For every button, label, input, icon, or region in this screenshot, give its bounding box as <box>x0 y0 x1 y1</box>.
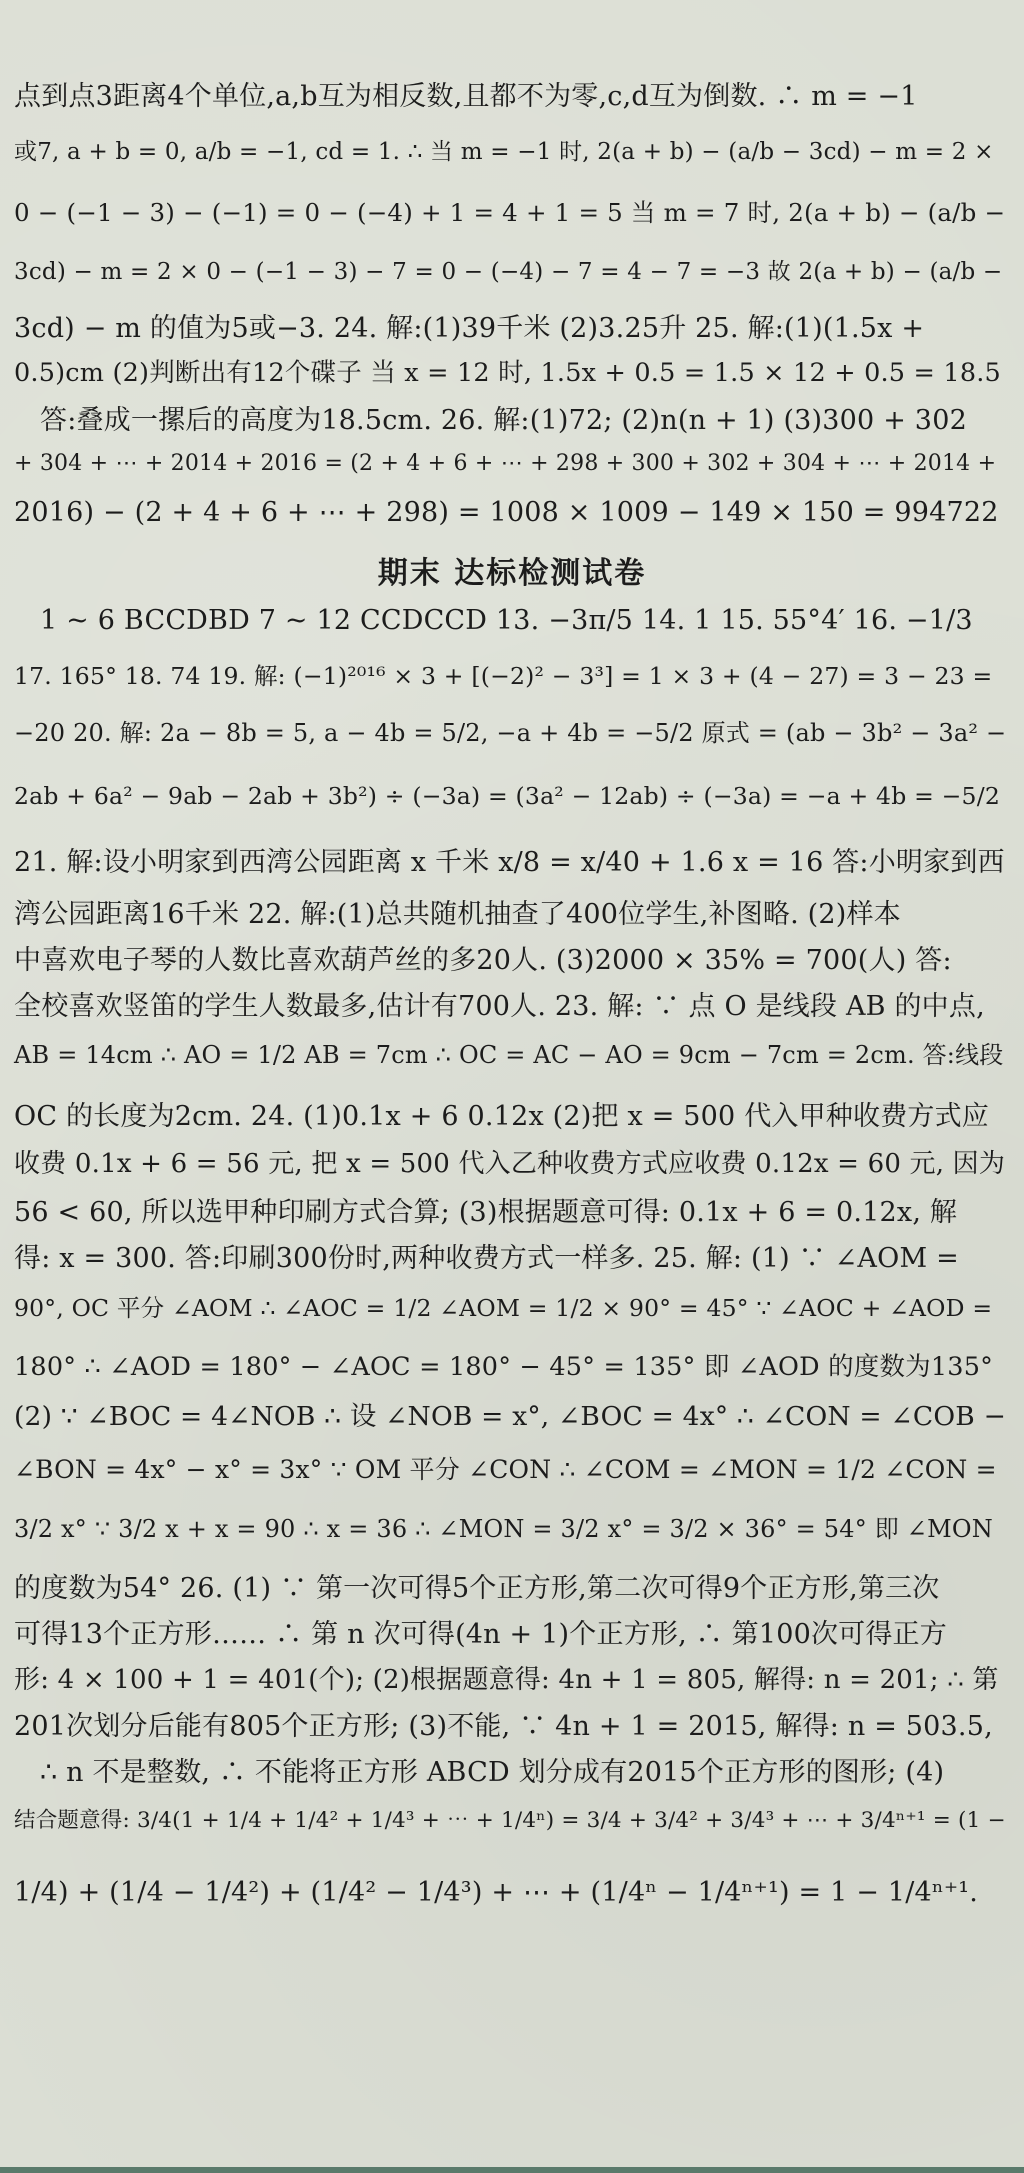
text-line: 90°, OC 平分 ∠AOM ∴ ∠AOC = 1/2 ∠AOM = 1/2 × 90° = 45° ∵ ∠AOC + ∠AOD = <box>14 1294 993 1322</box>
text-line: 3/2 x° ∵ 3/2 x + x = 90 ∴ x = 36 ∴ ∠MON = 3/2 x° = 3/2 × 36° = 54° 即 ∠MON <box>14 1515 993 1543</box>
text-line: 2ab + 6a² − 9ab − 2ab + 3b²) ÷ (−3a) = (3a² − 12ab) ÷ (−3a) = −a + 4b = −5/2 <box>14 782 1000 810</box>
bottom-border <box>0 2167 1024 2173</box>
text-line: 1/4) + (1/4 − 1/4²) + (1/4² − 1/4³) + ⋯ + (1/4ⁿ − 1/4ⁿ⁺¹) = 1 − 1/4ⁿ⁺¹. <box>14 1877 979 1908</box>
text-line: 0 − (−1 − 3) − (−1) = 0 − (−4) + 1 = 4 + 1 = 5 当 m = 7 时, 2(a + b) − (a/b − <box>14 198 1006 227</box>
text-line: 得: x = 300. 答:印刷300份时,两种收费方式一样多. 25. 解: (1) ∵ ∠AOM = <box>14 1243 959 1274</box>
text-line: 56 < 60, 所以选甲种印刷方式合算; (3)根据题意可得: 0.1x + 6 = 0.12x, 解 <box>14 1197 958 1228</box>
text-line: OC 的长度为2cm. 24. (1)0.1x + 6 0.12x (2)把 x = 500 代入甲种收费方式应 <box>14 1101 990 1132</box>
text-line: −20 20. 解: 2a − 8b = 5, a − 4b = 5/2, −a + 4b = −5/2 原式 = (ab − 3b² − 3a² − <box>14 719 1007 747</box>
text-line: 收费 0.1x + 6 = 56 元, 把 x = 500 代入乙种收费方式应收费 0.12x = 60 元, 因为 <box>14 1149 1006 1179</box>
text-line: ∠BON = 4x° − x° = 3x° ∵ OM 平分 ∠CON ∴ ∠COM = ∠MON = 1/2 ∠CON = <box>14 1455 997 1484</box>
text-line: 3cd) − m 的值为5或−3. 24. 解:(1)39千米 (2)3.25升 25. 解:(1)(1.5x + <box>14 313 925 344</box>
text-line: 的度数为54° 26. (1) ∵ 第一次可得5个正方形,第二次可得9个正方形,第三次 <box>14 1573 940 1604</box>
text-line: 17. 165° 18. 74 19. 解: (−1)²⁰¹⁶ × 3 + [(−2)² − 3³] = 1 × 3 + (4 − 27) = 3 − 23 = <box>14 662 993 690</box>
text-line: ∴ n 不是整数, ∴ 不能将正方形 ABCD 划分成有2015个正方形的图形; (4) <box>40 1757 945 1788</box>
text-line: 点到点3距离4个单位,a,b互为相反数,且都不为零,c,d互为倒数. ∴ m = −1 <box>14 81 918 112</box>
text-line: 全校喜欢竖笛的学生人数最多,估计有700人. 23. 解: ∵ 点 O 是线段 AB 的中点, <box>14 991 985 1022</box>
text-line: 形: 4 × 100 + 1 = 401(个); (2)根据题意得: 4n + 1 = 805, 解得: n = 201; ∴ 第 <box>14 1665 999 1695</box>
text-line: 180° ∴ ∠AOD = 180° − ∠AOC = 180° − 45° = 135° 即 ∠AOD 的度数为135° <box>14 1352 994 1382</box>
text-line: 21. 解:设小明家到西湾公园距离 x 千米 x/8 = x/40 + 1.6 x = 16 答:小明家到西 <box>14 847 1005 878</box>
text-line: + 304 + ⋯ + 2014 + 2016 = (2 + 4 + 6 + ⋯ + 298 + 300 + 302 + 304 + ⋯ + 2014 + <box>14 451 997 476</box>
text-line: 湾公园距离16千米 22. 解:(1)总共随机抽查了400位学生,补图略. (2)样本 <box>14 899 901 930</box>
text-line: 201次划分后能有805个正方形; (3)不能, ∵ 4n + 1 = 2015, 解得: n = 503.5, <box>14 1711 993 1742</box>
text-line: 3cd) − m = 2 × 0 − (−1 − 3) − 7 = 0 − (−4) − 7 = 4 − 7 = −3 故 2(a + b) − (a/b − <box>14 259 1003 285</box>
text-line: 中喜欢电子琴的人数比喜欢葫芦丝的多20人. (3)2000 × 35% = 700(人) 答: <box>14 945 952 976</box>
text-line: 2016) − (2 + 4 + 6 + ⋯ + 298) = 1008 × 1009 − 149 × 150 = 994722 <box>14 497 999 528</box>
text-line: 答:叠成一摞后的高度为18.5cm. 26. 解:(1)72; (2)n(n + 1) (3)300 + 302 <box>40 405 967 436</box>
text-line: 或7, a + b = 0, a/b = −1, cd = 1. ∴ 当 m = −1 时, 2(a + b) − (a/b − 3cd) − m = 2 × <box>14 139 994 165</box>
text-line: AB = 14cm ∴ AO = 1/2 AB = 7cm ∴ OC = AC − AO = 9cm − 7cm = 2cm. 答:线段 <box>14 1041 1004 1069</box>
text-line: 可得13个正方形…… ∴ 第 n 次可得(4n + 1)个正方形, ∴ 第100次可得正方 <box>14 1619 947 1650</box>
text-line: 0.5)cm (2)判断出有12个碟子 当 x = 12 时, 1.5x + 0.5 = 1.5 × 12 + 0.5 = 18.5 <box>14 358 1001 388</box>
text-line: (2) ∵ ∠BOC = 4∠NOB ∴ 设 ∠NOB = x°, ∠BOC = 4x° ∴ ∠CON = ∠COB − <box>14 1401 1006 1432</box>
text-line: 1 ~ 6 BCCDBD 7 ~ 12 CCDCCD 13. −3π/5 14. 1 15. 55°4′ 16. −1/3 <box>40 605 973 636</box>
text-line: 结合题意得: 3/4(1 + 1/4 + 1/4² + 1/4³ + ⋯ + 1/4ⁿ) = 3/4 + 3/4² + 3/4³ + ⋯ + 3/4ⁿ⁺¹ = (1 − <box>14 1808 1006 1833</box>
section-heading: 期末 达标检测试卷 <box>377 556 647 591</box>
